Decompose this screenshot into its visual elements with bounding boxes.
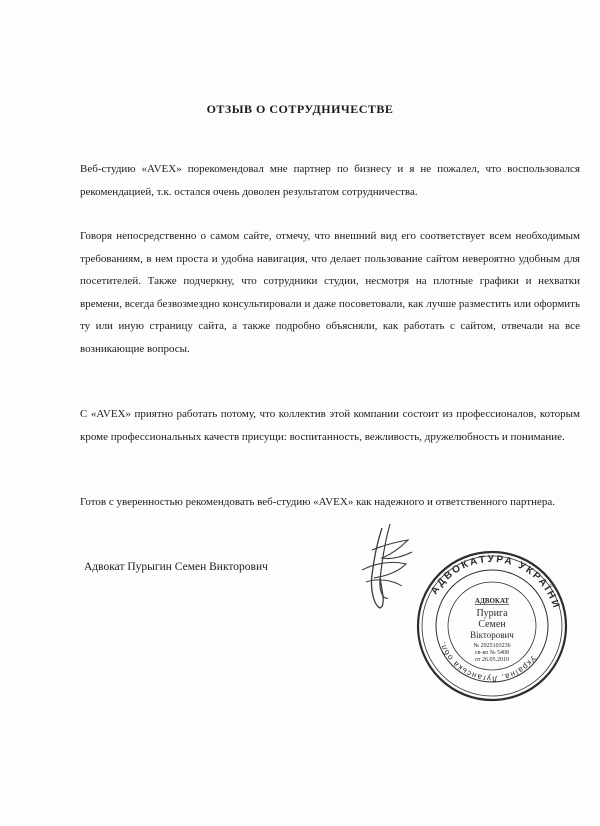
stamp-id-line3: от 26.05.2010 bbox=[474, 657, 510, 663]
paragraph-team: С «AVEX» приятно работать потому, что коллектив этой компании состоит из профессионалов, которым кроме профессиональных качеств присущи: воспитанность, вежливость, дружелюбность и понимание. bbox=[80, 408, 580, 443]
paragraph-referral: Веб-студию «AVEX» порекомендовал мне партнер по бизнесу и я не пожалел, что воспользовался рекомендацией, т.к. остался очень доволен результатом сотрудничества. bbox=[80, 163, 580, 198]
stamp-name-line3: Вікторович bbox=[470, 630, 514, 640]
stamp-header: АДВОКАТ bbox=[474, 597, 510, 605]
document-title: ОТЗЫВ О СОТРУДНИЧЕСТВЕ bbox=[206, 102, 394, 116]
stamp-id-line2: св-во № 5408 bbox=[474, 650, 510, 656]
paragraph-recommendation: Готов с уверенностью рекомендовать веб-студию «AVEX» как надежного и ответственного партнера. bbox=[80, 496, 555, 508]
stamp-id-line1: № 2925103236 bbox=[473, 643, 511, 649]
round-stamp bbox=[412, 546, 572, 706]
stamp-name-line2: Семен bbox=[478, 619, 506, 630]
signatory-name: Адвокат Пурыгин Семен Викторович bbox=[84, 561, 268, 573]
stamp-outer-text: АДВОКАТУРА УКРАЇНИ bbox=[429, 553, 562, 612]
stamp-center bbox=[470, 597, 514, 663]
paragraph-site-feedback: Говоря непосредственно о самом сайте, отмечу, что внешний вид его соответствует всем необходимым требованиям, в нем проста и удобна навигация, что делает пользование сайтом невероятно удобным для посетителей. Также подчеркну, что сотрудники студии, несмотря на плотные графики и нехватки времени, всегда безвозмездно консультировали и даже посоветовали, как лучше разместить или оформить ту или иную страницу сайта, а также подробно объясняли, как работать с сайтом, отвечали на все возникающие вопросы. bbox=[80, 230, 580, 355]
stamp-inner-text: Україна, Луганська обл. bbox=[437, 639, 538, 684]
stamp-name-line1: Пурига bbox=[476, 608, 508, 619]
